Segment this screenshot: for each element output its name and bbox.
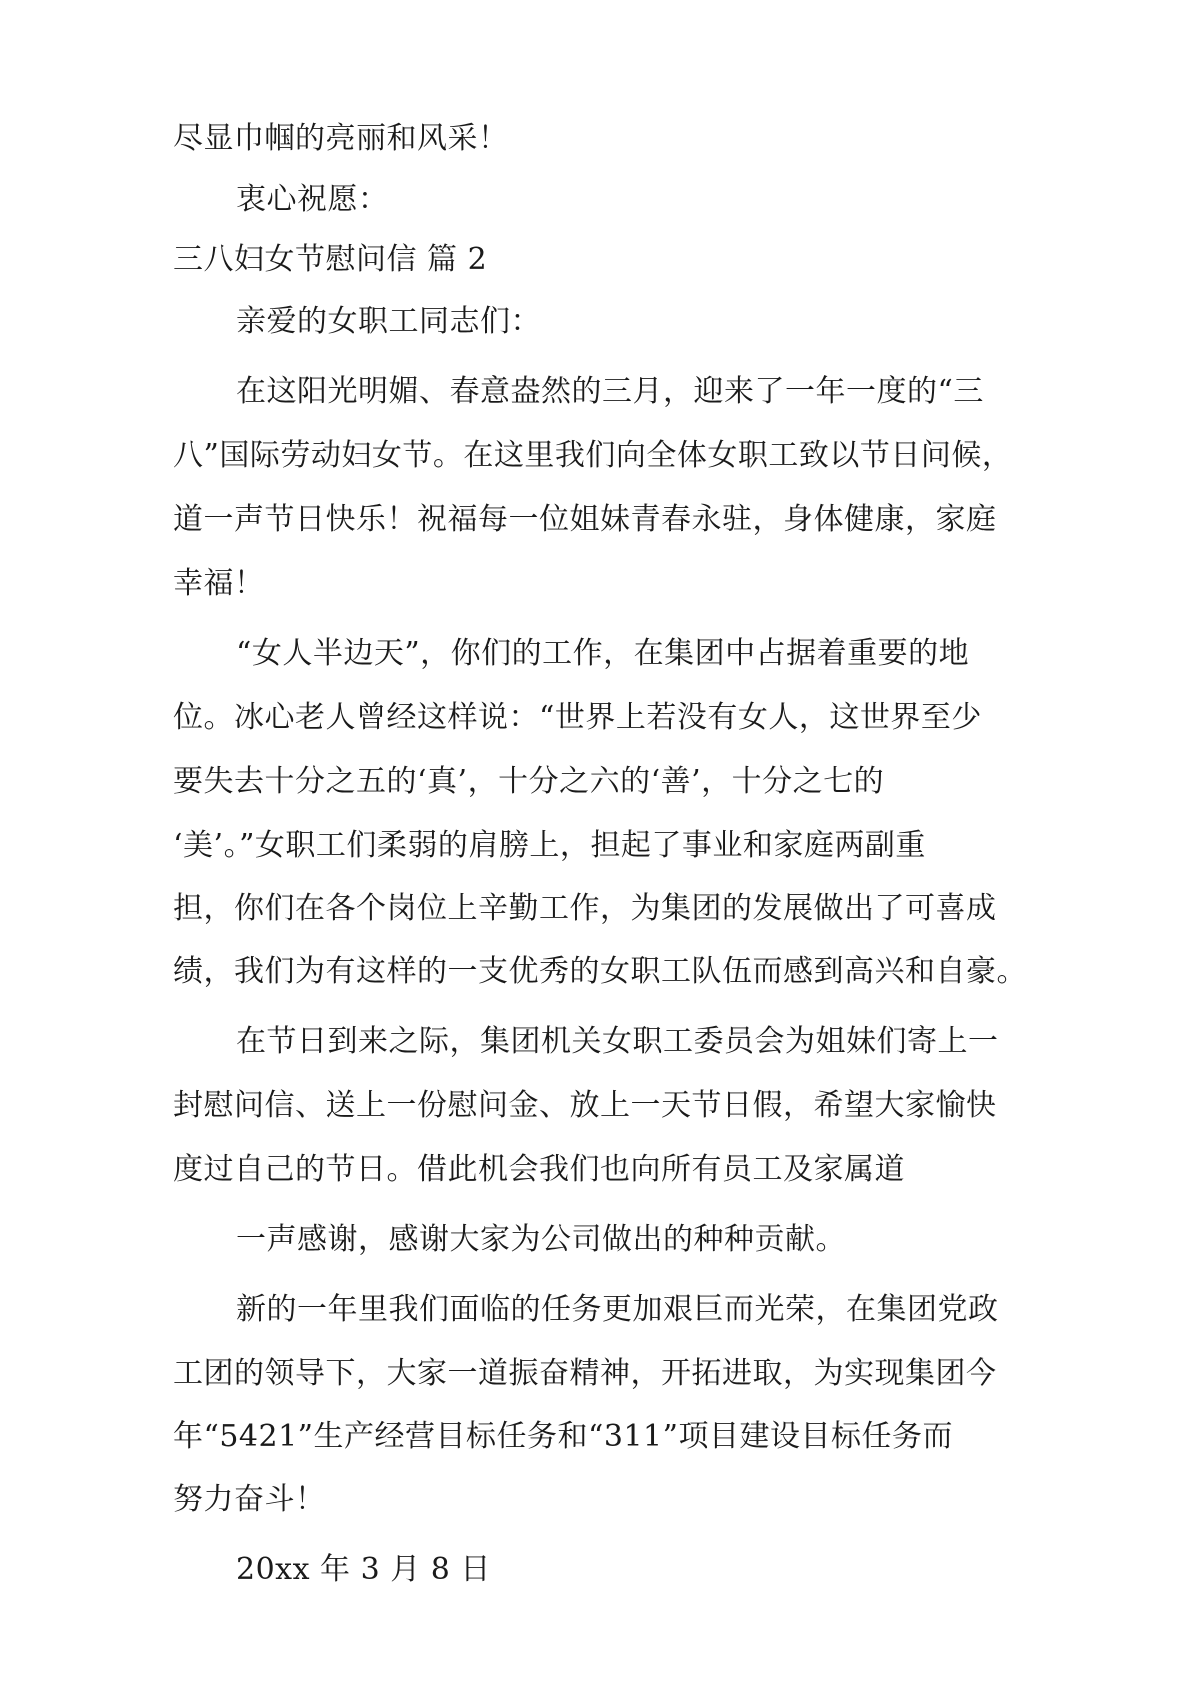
text-line: 在这阳光明媚、春意盎然的三月，迎来了一年一度的“三 <box>236 374 984 409</box>
text-line: 努力奋斗！ <box>173 1482 326 1517</box>
text-line: 要失去十分之五的‘真’，十分之六的‘善’，十分之七的 <box>173 764 885 799</box>
text-line: 担，你们在各个岗位上辛勤工作，为集团的发展做出了可喜成 <box>173 891 997 926</box>
text-line: 八”国际劳动妇女节。在这里我们向全体女职工致以节日问候， <box>173 438 1013 473</box>
text-line: 衷心祝愿： <box>236 182 389 217</box>
text-line: 位。冰心老人曾经这样说：“世界上若没有女人，这世界至少 <box>173 700 982 735</box>
text-line: 度过自己的节日。借此机会我们也向所有员工及家属道 <box>173 1152 905 1187</box>
text-line: 封慰问信、送上一份慰问金、放上一天节日假，希望大家愉快 <box>173 1088 997 1123</box>
salutation: 亲爱的女职工同志们： <box>236 304 541 339</box>
text-line: 年“5421”生产经营目标任务和“311”项目建设目标任务而 <box>173 1419 953 1454</box>
text-line: 在节日到来之际，集团机关女职工委员会为姐妹们寄上一 <box>236 1024 999 1059</box>
date-line: 20xx 年 3 月 8 日 <box>236 1552 491 1587</box>
section-heading: 三八妇女节慰问信 篇 2 <box>173 242 488 277</box>
text-line: “女人半边天”，你们的工作，在集团中占据着重要的地 <box>236 636 970 671</box>
text-line: 幸福！ <box>173 566 265 601</box>
text-line: 一声感谢，感谢大家为公司做出的种种贡献。 <box>236 1222 846 1257</box>
text-line: 道一声节日快乐！祝福每一位姐妹青春永驻，身体健康，家庭 <box>173 502 997 537</box>
text-line: 工团的领导下，大家一道振奋精神，开拓进取，为实现集团今 <box>173 1356 997 1391</box>
text-line: 新的一年里我们面临的任务更加艰巨而光荣，在集团党政 <box>236 1292 999 1327</box>
text-line: ‘美’。”女职工们柔弱的肩膀上，担起了事业和家庭两副重 <box>173 828 926 863</box>
text-line: 尽显巾帼的亮丽和风采！ <box>173 121 509 156</box>
text-line: 绩，我们为有这样的一支优秀的女职工队伍而感到高兴和自豪。 <box>173 954 1027 989</box>
